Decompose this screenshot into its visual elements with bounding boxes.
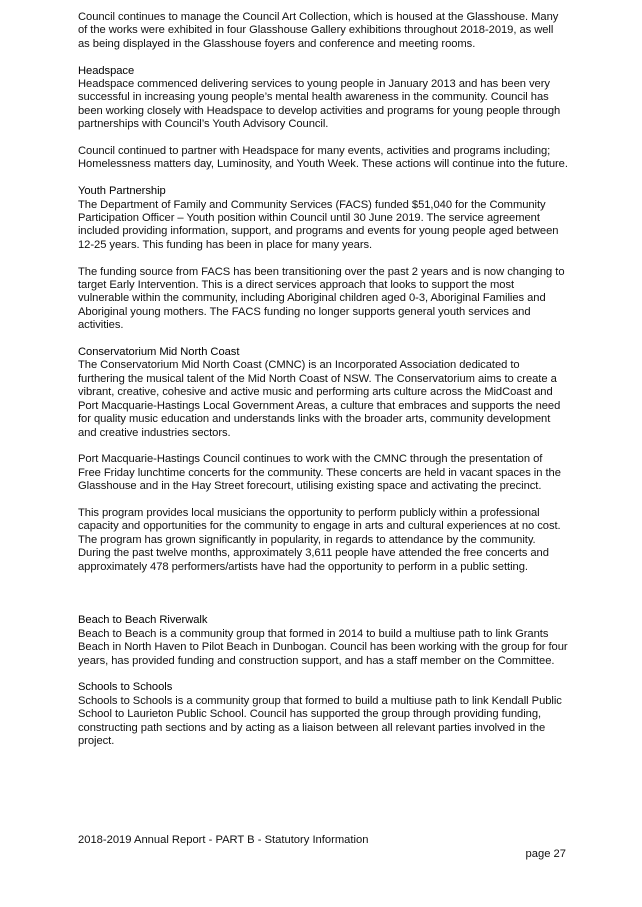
section-paragraph: This program provides local musicians the opportunity to perform publicly within a professional capacity and opportunities for the community to engage in arts and cultural experiences at no cost. The program has grown significantly in popularity, in regards to attendance by the community. During the past twelve months, approximately 3,611 people have attended the free concerts and approximately 478 performers/artists have had the opportunity to perform in a public setting. <box>78 506 561 573</box>
section-heading: Schools to Schools <box>78 681 173 694</box>
section-beach-to-beach <box>78 614 568 668</box>
section-paragraph: Port Macquarie-Hastings Council continues to work with the CMNC through the presentation of Free Friday lunchtime concerts for the community. These concerts are held in vacant spaces in the Glasshouse and in the Hay Street forecourt, utilising existing space and activating the precinct. <box>78 453 561 493</box>
section-paragraph: Schools to Schools is a community group that formed to build a multiuse path to link Kendall Public School to Laurieton Public School. Council has supported the group through providing funding, constructing path sections and by acting as a liaison between all relevant parties involved in the project. <box>78 694 562 747</box>
section-paragraph: The Conservatorium Mid North Coast (CMNC) is an Incorporated Association dedicated to furthering the musical talent of the Mid North Coast of NSW. The Conservatorium aims to create a vibrant, creative, cohesive and active music and performing arts culture across the MidCoast and Port Macquarie-Hastings Local Government Areas, a culture that embraces and supports the need for quality music education and understands links with the broader arts, community development and creative industries sectors. <box>78 359 561 439</box>
section-heading: Beach to Beach Riverwalk <box>78 614 208 627</box>
section-heading: Headspace <box>78 64 135 77</box>
section-conservatorium <box>78 346 568 574</box>
page-body <box>78 11 568 762</box>
section-heading: Youth Partnership <box>78 185 166 198</box>
section-schools-to-schools <box>78 681 568 748</box>
section-heading: Conservatorium Mid North Coast <box>78 346 240 359</box>
section-youth-partnership <box>78 185 568 332</box>
section-spacer <box>78 587 568 614</box>
section-paragraph: Council continued to partner with Headspace for many events, activities and programs including; Homelessness matters day, Luminosity, and Youth Week. These actions will continue into the future. <box>78 145 568 171</box>
section-paragraph: The funding source from FACS has been transitioning over the past 2 years and is now changing to target Early Intervention. This is a direct services approach that looks to support the most vulnerable within the community, including Aboriginal children aged 0-3, Aboriginal Families and Aboriginal young mothers. The FACS funding no longer supports general youth services and activities. <box>78 265 565 332</box>
section-paragraph: The Department of Family and Community Services (FACS) funded $51,040 for the Community Participation Officer – Youth position within Council until 30 June 2019. The service agreement included providing information, support, and programs and events for young people aged between 12-25 years. This funding has been in place for many years. <box>78 198 559 251</box>
section-paragraph: Headspace commenced delivering services to young people in January 2013 and has been very successful in increasing young people’s mental health awareness in the community. Council has been working closely with Headspace to develop activities and programs for young people through partnerships with Council’s Youth Advisory Council. <box>78 78 561 131</box>
section-paragraph: Beach to Beach is a community group that formed in 2014 to build a multiuse path to link Grants Beach in North Haven to Pilot Beach in Dunbogan. Council has been working with the group for four years, has provided funding and construction support, and has a staff member on the Committee. <box>78 627 568 667</box>
section-headspace <box>78 65 568 172</box>
footer-report-title: 2018-2019 Annual Report - PART B - Statutory Information <box>78 834 369 846</box>
footer-page-number: page 27 <box>525 848 566 860</box>
intro-paragraph: Council continues to manage the Council Art Collection, which is housed at the Glasshouse. Many of the works were exhibited in four Glasshouse Gallery exhibitions throughout 2018-2019, as well as being displayed in the Glasshouse foyers and conference and meeting rooms. <box>78 11 559 50</box>
